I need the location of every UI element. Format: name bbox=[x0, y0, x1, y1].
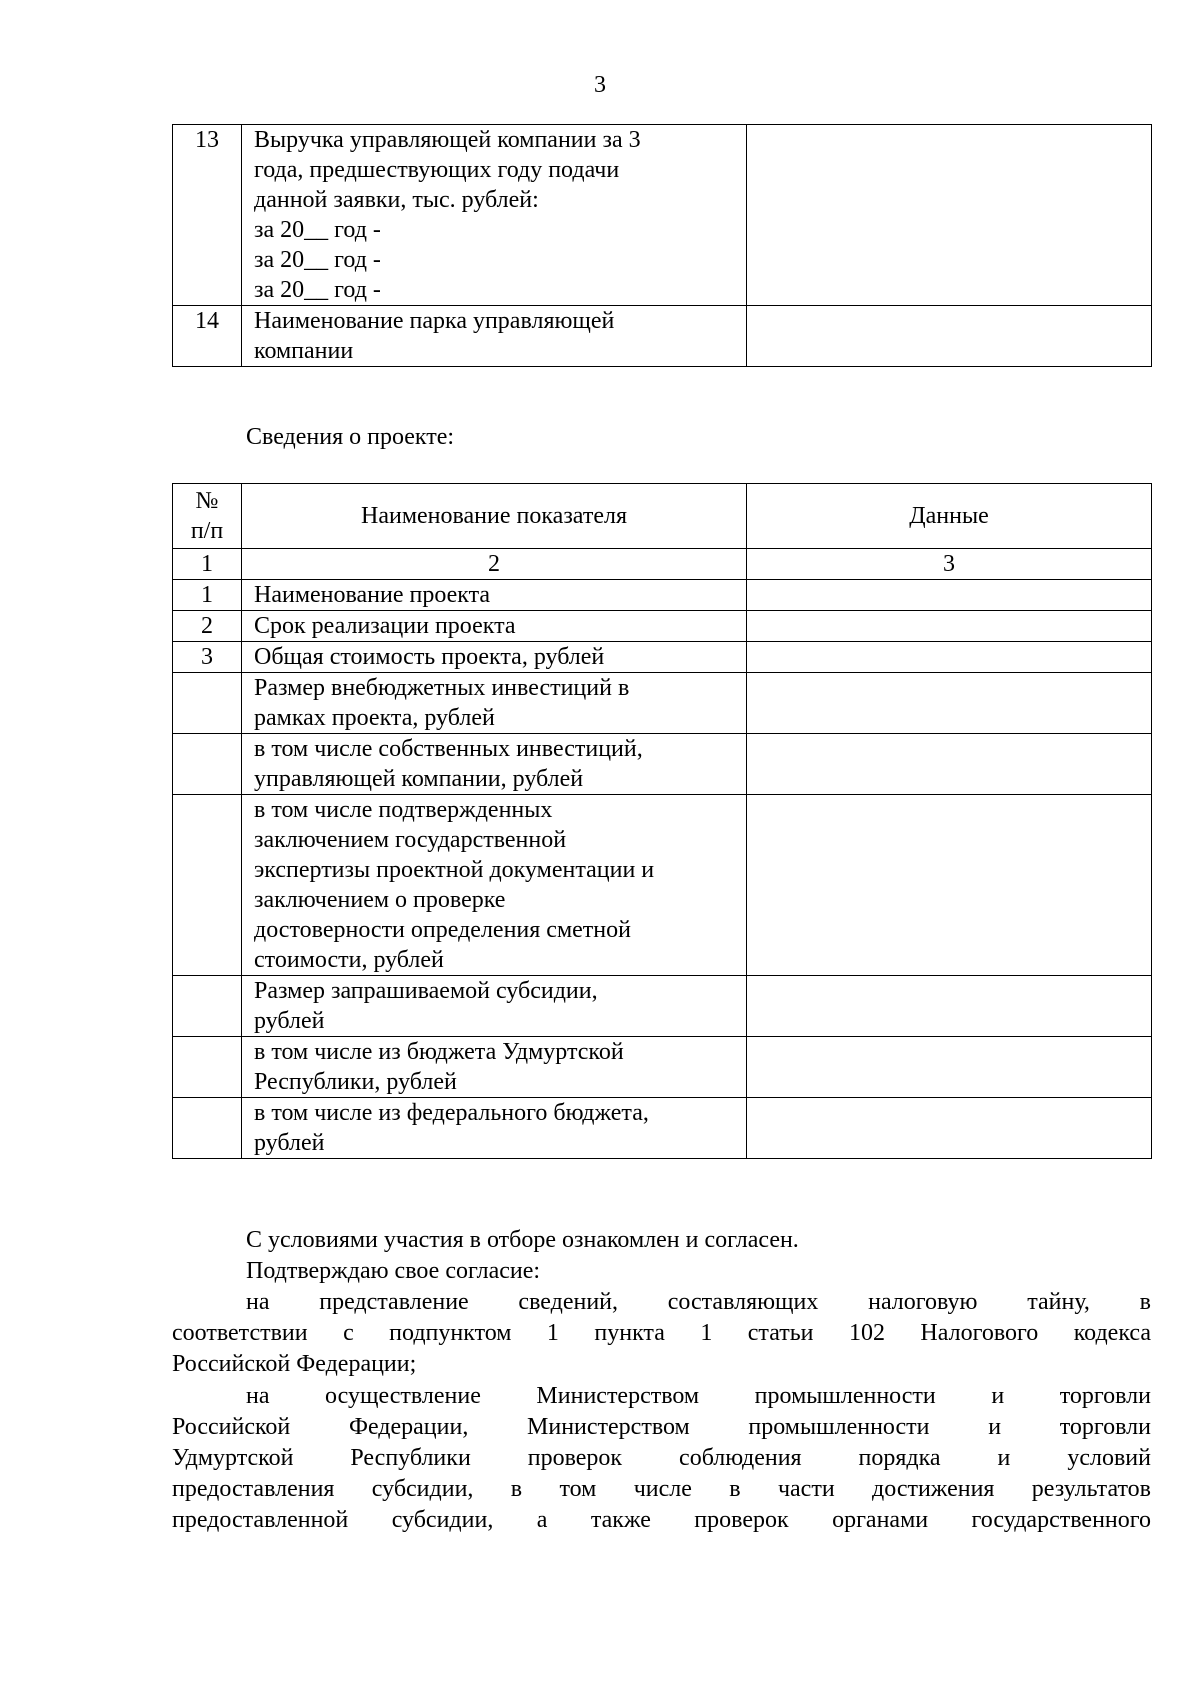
table-row bbox=[173, 580, 1152, 611]
row-number bbox=[173, 1037, 242, 1098]
value-cell[interactable] bbox=[747, 580, 1152, 611]
label-line: Наименование парка управляющей bbox=[254, 308, 615, 334]
row-number bbox=[173, 976, 242, 1037]
label-line: Размер запрашиваемой субсидии, bbox=[254, 978, 598, 1004]
value-cell[interactable] bbox=[747, 734, 1152, 795]
row-number: 3 bbox=[173, 642, 242, 673]
label-line: за 20__ год - bbox=[254, 247, 381, 273]
row-label bbox=[242, 580, 747, 611]
header-name: Наименование показателя bbox=[242, 484, 747, 549]
index-cell: 3 bbox=[747, 549, 1152, 580]
row-number: 13 bbox=[173, 125, 242, 306]
table-row bbox=[173, 734, 1152, 795]
label-line: Размер внебюджетных инвестиций в bbox=[254, 675, 630, 701]
header-number-line: № bbox=[195, 488, 219, 514]
label-line: Выручка управляющей компании за 3 bbox=[254, 127, 641, 153]
table-row bbox=[173, 673, 1152, 734]
label-line: заключением о проверке bbox=[254, 887, 506, 913]
row-label bbox=[242, 306, 747, 367]
row-label bbox=[242, 1037, 747, 1098]
label-line: экспертизы проектной документации и bbox=[254, 857, 655, 883]
label-line: Срок реализации проекта bbox=[254, 613, 516, 639]
value-cell[interactable] bbox=[747, 611, 1152, 642]
row-number bbox=[173, 673, 242, 734]
consent-paragraph-line: Удмуртской Республики проверок соблюдения порядка и условий bbox=[172, 1445, 1151, 1471]
row-number: 1 bbox=[173, 580, 242, 611]
table-row bbox=[173, 611, 1152, 642]
row-number: 2 bbox=[173, 611, 242, 642]
index-cell: 2 bbox=[242, 549, 747, 580]
row-number bbox=[173, 1098, 242, 1159]
header-data: Данные bbox=[747, 484, 1152, 549]
label-line: в том числе из бюджета Удмуртской bbox=[254, 1039, 624, 1065]
label-line: за 20__ год - bbox=[254, 217, 381, 243]
row-number bbox=[173, 795, 242, 976]
consent-paragraph-line: на осуществление Министерством промышленности и торговли bbox=[246, 1383, 1151, 1409]
table-row bbox=[173, 642, 1152, 673]
value-cell[interactable] bbox=[747, 976, 1152, 1037]
index-cell: 1 bbox=[173, 549, 242, 580]
consent-paragraph-line: Российской Федерации; bbox=[172, 1351, 417, 1377]
table-row bbox=[173, 125, 1152, 306]
label-line: данной заявки, тыс. рублей: bbox=[254, 187, 539, 213]
row-number: 14 bbox=[173, 306, 242, 367]
label-line: управляющей компании, рублей bbox=[254, 766, 584, 792]
label-line: компании bbox=[254, 338, 354, 364]
label-line: Наименование проекта bbox=[254, 582, 491, 608]
label-line: рублей bbox=[254, 1008, 325, 1034]
label-line: Республики, рублей bbox=[254, 1069, 457, 1095]
table-row bbox=[173, 1037, 1152, 1098]
consent-heading: Подтверждаю свое согласие: bbox=[246, 1258, 541, 1284]
label-line: в том числе подтвержденных bbox=[254, 797, 553, 823]
label-line: за 20__ год - bbox=[254, 277, 381, 303]
row-label bbox=[242, 673, 747, 734]
project-info-table bbox=[172, 483, 1152, 1159]
table-row bbox=[173, 306, 1152, 367]
agreement-text: С условиями участия в отборе ознакомлен и согласен. bbox=[246, 1227, 799, 1253]
row-label bbox=[242, 642, 747, 673]
table-row bbox=[173, 795, 1152, 976]
row-number bbox=[173, 734, 242, 795]
row-label bbox=[242, 976, 747, 1037]
row-label bbox=[242, 125, 747, 306]
label-line: в том числе из федерального бюджета, bbox=[254, 1100, 649, 1126]
label-line: рамках проекта, рублей bbox=[254, 705, 495, 731]
row-label bbox=[242, 734, 747, 795]
label-line: в том числе собственных инвестиций, bbox=[254, 736, 643, 762]
header-number bbox=[173, 484, 242, 549]
consent-paragraph-line: предоставленной субсидии, а также проверок органами государственного bbox=[172, 1507, 1151, 1533]
header-number-line: п/п bbox=[190, 518, 224, 544]
label-line: Общая стоимость проекта, рублей bbox=[254, 644, 605, 670]
row-label bbox=[242, 611, 747, 642]
consent-paragraph-line: Российской Федерации, Министерством промышленности и торговли bbox=[172, 1414, 1151, 1440]
value-cell[interactable] bbox=[747, 642, 1152, 673]
label-line: года, предшествующих году подачи bbox=[254, 157, 620, 183]
consent-paragraph-line: соответствии с подпунктом 1 пункта 1 статьи 102 Налогового кодекса bbox=[172, 1320, 1151, 1346]
index-row bbox=[173, 549, 1152, 580]
value-cell[interactable] bbox=[747, 673, 1152, 734]
consent-paragraph-line: на представление сведений, составляющих налоговую тайну, в bbox=[246, 1289, 1151, 1315]
value-cell[interactable] bbox=[747, 1098, 1152, 1159]
table-row bbox=[173, 1098, 1152, 1159]
page-number: 3 bbox=[594, 72, 606, 98]
consent-paragraph-line: предоставления субсидии, в том числе в части достижения результатов bbox=[172, 1476, 1151, 1502]
label-line: достоверности определения сметной bbox=[254, 917, 631, 943]
row-label bbox=[242, 1098, 747, 1159]
value-cell[interactable] bbox=[747, 306, 1152, 367]
section-title: Сведения о проекте: bbox=[246, 424, 455, 450]
label-line: заключением государственной bbox=[254, 827, 567, 853]
value-cell[interactable] bbox=[747, 795, 1152, 976]
value-cell[interactable] bbox=[747, 125, 1152, 306]
label-line: рублей bbox=[254, 1130, 325, 1156]
row-label bbox=[242, 795, 747, 976]
table-header-row bbox=[173, 484, 1152, 549]
value-cell[interactable] bbox=[747, 1037, 1152, 1098]
company-info-table bbox=[172, 124, 1152, 367]
label-line: стоимости, рублей bbox=[254, 947, 444, 973]
table-row bbox=[173, 976, 1152, 1037]
